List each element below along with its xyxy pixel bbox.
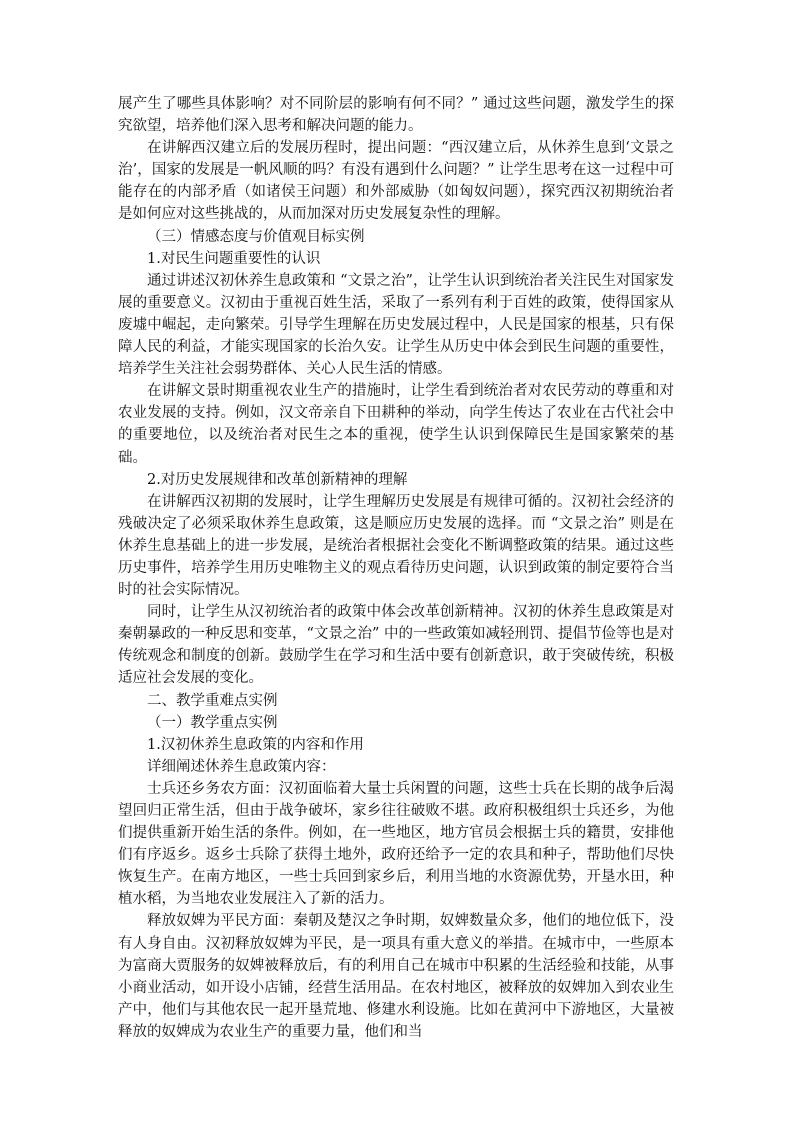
subheading-livelihood: 1.对民生问题重要性的认识 xyxy=(147,250,321,267)
subheading-history-laws: 2.对历史发展规律和改革创新精神的理解 xyxy=(147,471,408,488)
paragraph-livelihood-importance: 通过讲述汉初休养生息政策和 “文景之治”，让学生认识到统治者关注民生对国家发展的重要意义。汉初由于重视百姓生活，采取了一系列有利于百姓的政策，使得国家从废墟中崛起，走向繁荣。引导学生理解在历史发展过程中，人民是国家的根基，只有保障人民的利益，才能实现国家的长治久安。让学生从历史中体会到民生问题的重要性，培养学生关注社会弱势群体、关心人民生活的情感。 xyxy=(118,272,674,378)
paragraph-xihan-questions: 在讲解西汉建立后的发展历程时，提出问题：“西汉建立后，从休养生息到‘文景之治’，国家的发展是一帆风顺的吗？有没有遇到什么问题？” 让学生思考在这一过程中可能存在的内部矛盾（如诸侯王问题）和外部威胁（如匈奴问题），探究西汉初期统治者是如何应对这些挑战的，从而加深对历史发展复杂性的理解。 xyxy=(118,140,674,223)
paragraph-reform-innovation: 同时，让学生从汉初统治者的政策中体会改革创新精神。汉初的休养生息政策是对秦朝暴政的一种反思和变革，“文景之治” 中的一些政策如减轻刑罚、提倡节俭等也是对传统观念和制度的创新。鼓励学生在学习和生活中要有创新意识，敢于突破传统，积极适应社会发展的变化。 xyxy=(118,604,674,687)
paragraph-soldiers-return: 士兵还乡务农方面：汉初面临着大量士兵闲置的问题，这些士兵在长期的战争后渴望回归正常生活，但由于战争破坏，家乡往往破败不堪。政府积极组织士兵还乡，为他们提供重新开始生活的条件。例如，在一些地区，地方官员会根据士兵的籍贯，安排他们有序返乡。返乡士兵除了获得土地外，政府还给予一定的农具和种子，帮助他们尽快恢复生产。在南方地区，一些士兵回到家乡后，利用当地的水资源优势，开垦水田，种植水稻，为当地农业发展注入了新的活力。 xyxy=(118,780,674,908)
paragraph-freeing-slaves: 释放奴婢为平民方面：秦朝及楚汉之争时期，奴婢数量众多，他们的地位低下，没有人身自由。汉初释放奴婢为平民，是一项具有重大意义的举措。在城市中，一些原本为富商大贾服务的奴婢被释放后，有的利用自己在城市中积累的生活经验和技能，从事小商业活动，如开设小店铺，经营生活用品。在农村地区，被释放的奴婢加入到农业生产中，他们与其他农民一起开垦荒地、修建水利设施。比如在黄河中下游地区，大量被释放的奴婢成为农业生产的重要力量，他们和当 xyxy=(118,913,674,1040)
paragraph-historical-laws: 在讲解西汉初期的发展时，让学生理解历史发展是有规律可循的。汉初社会经济的残破决定了必须采取休养生息政策，这是顺应历史发展的选择。而 “文景之治” 则是在休养生息基础上的进一步发展，是统治者根据社会变化不断调整政策的结果。通过这些历史事件，培养学生用历史唯物主义的观点看待历史问题，认识到政策的制定要符合当时的社会实际情况。 xyxy=(118,493,674,599)
section-heading-key-points: （一）教学重点实例 xyxy=(147,714,278,731)
paragraph-continuation: 展产生了哪些具体影响？对不同阶层的影响有何不同？” 通过这些问题，激发学生的探究欲望，培养他们深入思考和解决问题的能力。 xyxy=(118,96,674,135)
document-body xyxy=(118,93,674,1043)
section-heading-key-difficult: 二、教学重难点实例 xyxy=(147,692,278,709)
subheading-policy-details: 详细阐述休养生息政策内容： xyxy=(147,758,336,775)
section-heading-emotion-values: （三）情感态度与价值观目标实例 xyxy=(147,228,365,245)
paragraph-agriculture-respect: 在讲解文景时期重视农业生产的措施时，让学生看到统治者对农民劳动的尊重和对农业发展的支持。例如，汉文帝亲自下田耕种的举动，向学生传达了农业在古代社会中的重要地位，以及统治者对民生之本的重视，使学生认识到保障民生是国家繁荣的基础。 xyxy=(118,383,674,466)
subheading-recuperation-policy: 1.汉初休养生息政策的内容和作用 xyxy=(147,736,364,753)
